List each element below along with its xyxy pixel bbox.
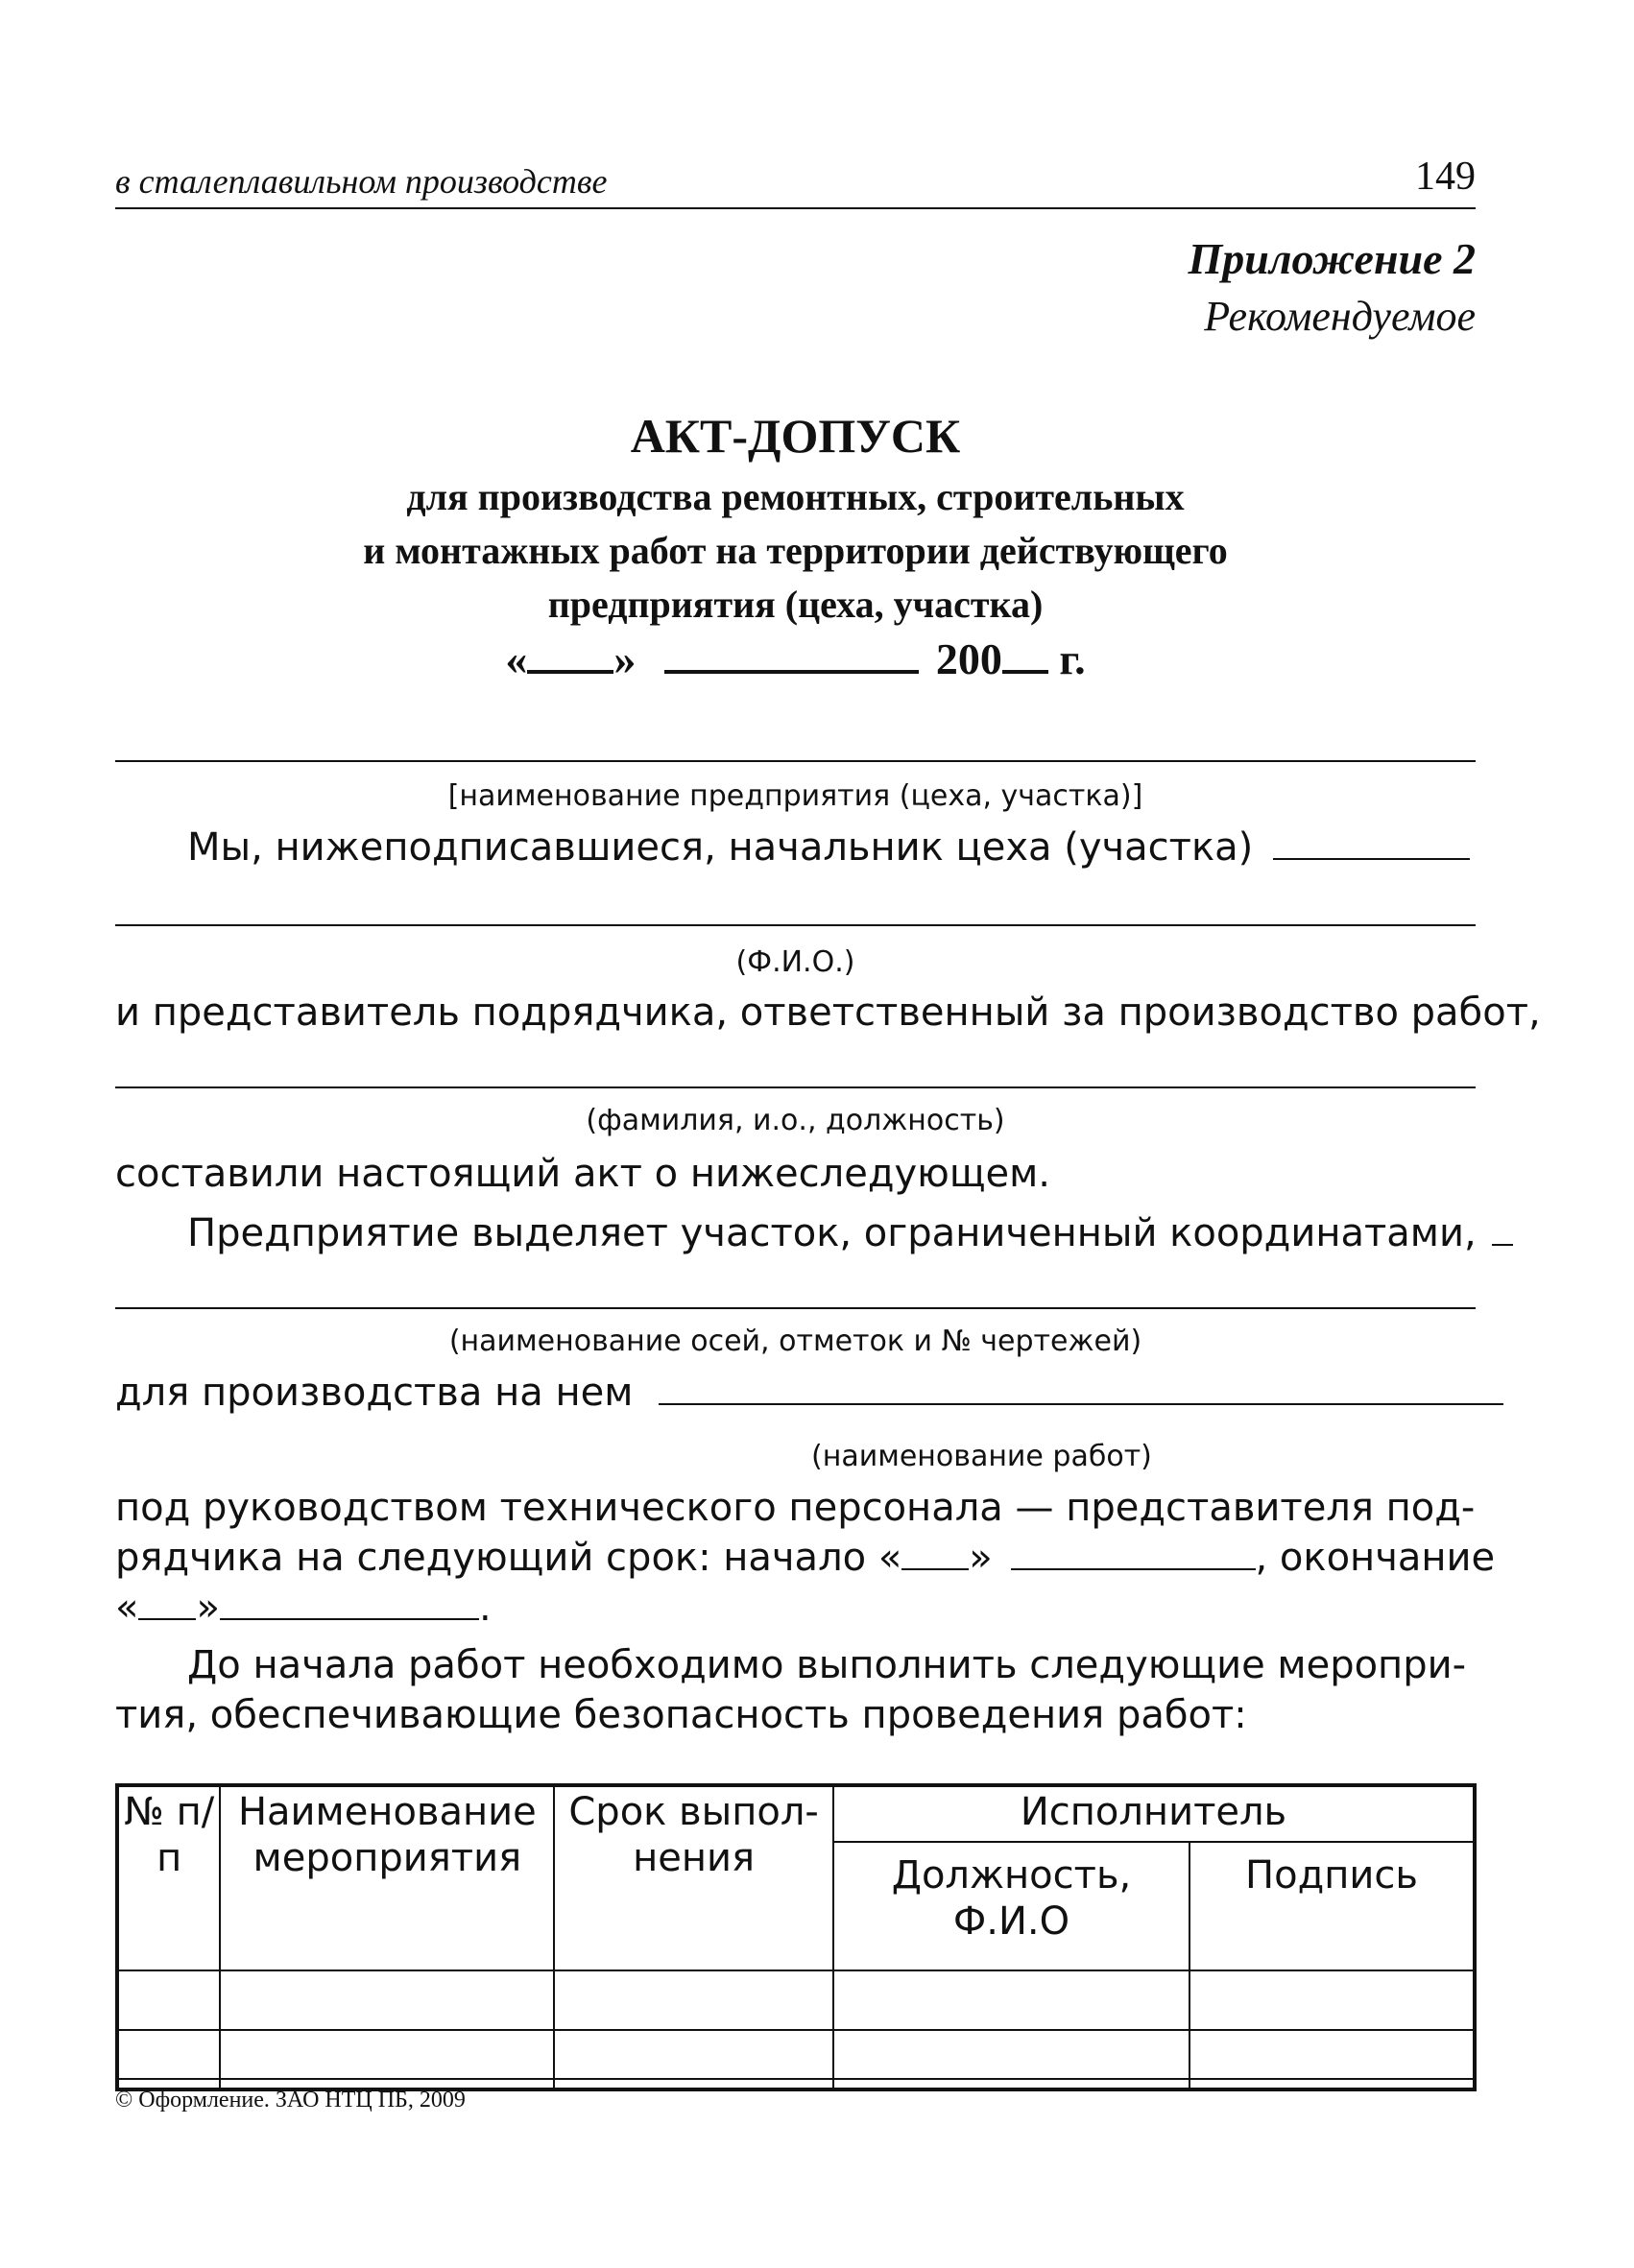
table-cell[interactable] <box>220 1970 554 2030</box>
table-cell[interactable] <box>117 2030 220 2089</box>
head-fio-field[interactable] <box>115 924 1476 926</box>
line-before-start: До начала работ необходимо выполнить следующие меропри- <box>187 1643 1467 1687</box>
col-term-header: Срок выпол- нения <box>554 1785 833 1970</box>
date-quote-open: « <box>505 634 528 683</box>
table-cell[interactable] <box>833 1970 1189 2030</box>
head-name-blank[interactable] <box>1273 829 1470 860</box>
caption-works: (наименование работ) <box>811 1440 1152 1473</box>
works-blank[interactable] <box>659 1374 1503 1405</box>
text-term-start: рядчика на следующий срок: начало « <box>115 1536 902 1580</box>
col-no-header: № п/п <box>117 1785 220 1970</box>
subtitle-line-2: и монтажных работ на территории действующего <box>363 529 1228 572</box>
year-prefix: 200 <box>935 634 1002 683</box>
col-executor-header: Исполнитель <box>833 1785 1475 1842</box>
document-subtitle <box>115 470 1476 632</box>
table-cell[interactable] <box>117 1970 220 2030</box>
end-month-blank[interactable] <box>220 1589 479 1620</box>
subtitle-line-1: для производства ремонтных, строительных <box>406 475 1185 518</box>
running-title: в сталеплавильном производстве <box>115 162 608 201</box>
start-day-blank[interactable] <box>901 1540 969 1570</box>
table-row <box>117 1970 1475 2030</box>
col-name-header: Наименование мероприятия <box>220 1785 554 1970</box>
contractor-field[interactable] <box>115 1086 1476 1088</box>
table-header-row <box>117 1785 1475 1842</box>
table-cell[interactable] <box>833 2030 1189 2089</box>
coordinates-field[interactable] <box>115 1307 1476 1309</box>
document-title: АКТ-ДОПУСК <box>630 409 961 463</box>
line-contractor: и представитель подрядчика, ответственный за производство работ, <box>115 991 1541 1035</box>
page-number: 149 <box>1415 155 1476 199</box>
text-term-close: » <box>969 1536 993 1580</box>
end-quote-close: » <box>196 1586 220 1630</box>
line-term <box>115 1536 1496 1580</box>
appendix-label-block <box>1189 230 1476 346</box>
col-signature-header: Подпись <box>1189 1842 1475 1970</box>
end-dot: . <box>478 1586 492 1630</box>
subtitle-line-3: предприятия (цеха, участка) <box>547 583 1044 626</box>
text-term-end: , окончание <box>1255 1536 1496 1580</box>
line-end-date <box>115 1586 1476 1630</box>
table-cell[interactable] <box>554 1970 833 2030</box>
footer-rule <box>115 2078 1476 2080</box>
line-supervision: под руководством технического персонала — представителя под- <box>115 1486 1476 1530</box>
header-rule <box>115 207 1476 209</box>
measures-table <box>115 1783 1477 2091</box>
year-suffix: г. <box>1059 634 1086 683</box>
line-undersigned <box>115 825 1548 870</box>
date-quote-close: » <box>613 634 637 683</box>
caption-surname: (фамилия, и.о., должность) <box>586 1104 1005 1137</box>
text-undersigned: Мы, нижеподписавшиеся, начальник цеха (участка) <box>187 825 1254 870</box>
col-position-header: Должность, Ф.И.О <box>833 1842 1189 1970</box>
table-cell[interactable] <box>220 2030 554 2089</box>
caption-fio: (Ф.И.О.) <box>735 945 855 979</box>
end-quote-open: « <box>115 1586 139 1630</box>
line-enterprise-allocates <box>115 1211 1548 1255</box>
table-cell[interactable] <box>554 2030 833 2089</box>
table-cell[interactable] <box>1189 1970 1475 2030</box>
end-day-blank[interactable] <box>138 1589 196 1620</box>
table-cell[interactable] <box>1189 2030 1475 2089</box>
month-blank[interactable] <box>664 635 919 674</box>
text-enterprise-allocates: Предприятие выделяет участок, ограниченный координатами, <box>187 1211 1477 1255</box>
appendix-status: Рекомендуемое <box>1204 293 1476 340</box>
table-row <box>117 2030 1475 2089</box>
line-for-production <box>115 1371 1476 1415</box>
day-blank[interactable] <box>527 635 613 674</box>
footer-copyright: © Оформление. ЗАО НТЦ ПБ, 2009 <box>115 2088 466 2113</box>
text-for-production: для производства на нем <box>115 1371 634 1415</box>
line-safety: тия, обеспечивающие безопасность проведения работ: <box>115 1693 1247 1737</box>
caption-axes: (наименование осей, отметок и № чертежей) <box>448 1325 1142 1358</box>
appendix-label: Приложение 2 <box>1188 234 1476 283</box>
caption-enterprise: [наименование предприятия (цеха, участка)] <box>447 779 1143 813</box>
start-month-blank[interactable] <box>1011 1540 1256 1570</box>
date-line <box>115 633 1476 684</box>
line-compiled: составили настоящий акт о нижеследующем. <box>115 1152 1051 1196</box>
coordinates-blank[interactable] <box>1492 1215 1513 1246</box>
enterprise-name-field[interactable] <box>115 760 1476 762</box>
year-blank[interactable] <box>1002 635 1048 674</box>
